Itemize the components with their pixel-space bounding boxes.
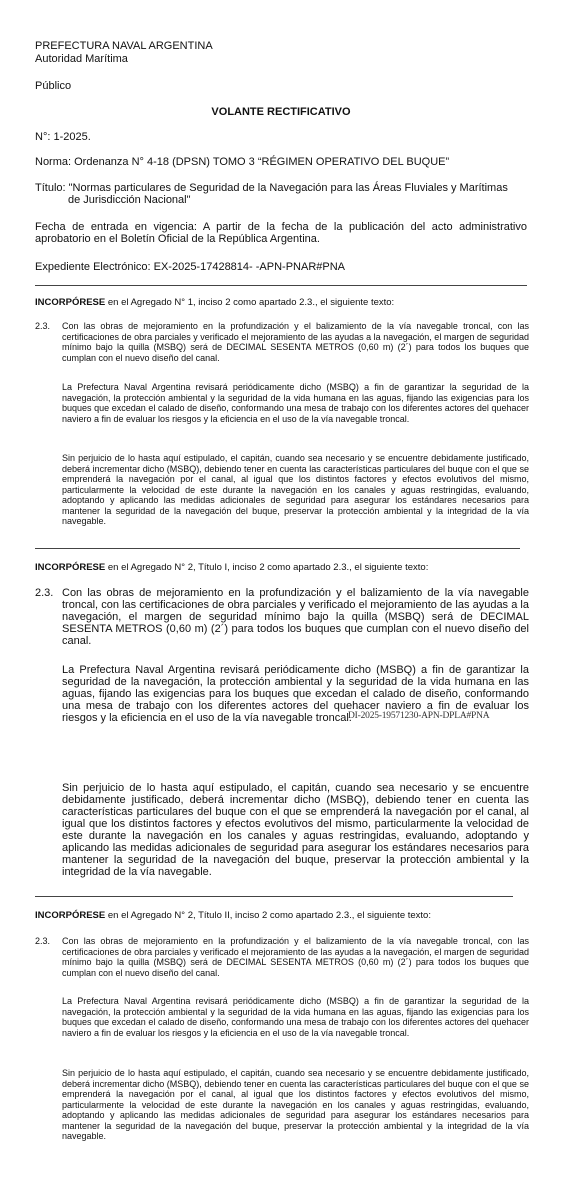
paragraph: Sin perjuicio de lo hasta aquí estipulado, el capitán, cuando sea necesario y se encuentre debidamente justificado, deberá incrementar dicho (MSBQ), debiendo tener en cuenta las características particulares del buque con el que se emprenderá la navegación por el canal, al igual que los distintos factores y efectos evolutivos del mismo, particularmente la velocidad de este durante la navegación en los canales y aguas restringidas, evaluando, adoptando y aplicando las medidas adicionales de seguridad para asegurar los estándares necesarios para mantener la seguridad de la navegación del buque, preservar la protección ambiental y la integridad de la vía navegable.: [62, 1068, 529, 1141]
section-intro-text: en el Agregado N° 2, Título II, inciso 2 como apartado 2.3., el siguiente texto:: [105, 910, 431, 921]
paragraph: Con las obras de mejoramiento en la profundización y el balizamiento de la vía navegable troncal, con las certificaciones de obra parciales y verificado el mejoramiento de las ayudas a la navegación, el margen de seguridad mínimo bajo la quilla (MSBQ) será de DECIMAL SESENTA METROS (0,60 m) (2´) para todos los buques que cumplan con el nuevo diseño del canal.: [62, 321, 529, 363]
divider: [35, 285, 527, 286]
section-intro-text: en el Agregado N° 2, Título I, inciso 2 como apartado 2.3., el siguiente texto:: [105, 562, 429, 573]
norma-line: Norma: Ordenanza N° 4-18 (DPSN) TOMO 3 “RÉGIMEN OPERATIVO DEL BUQUE”: [35, 156, 450, 168]
item-number: 2.3.: [35, 587, 54, 599]
section-1-intro: [35, 297, 527, 308]
titulo-line-2: de Jurisdicción Nacional": [68, 194, 191, 206]
paragraph: La Prefectura Naval Argentina revisará periódicamente dicho (MSBQ) a fin de garantizar la seguridad de la navegación, la protección ambiental y la seguridad de la vida humana en las aguas, fijando las exigencias para los buques que excedan el calado de diseño, conformando una mesa de trabajo con los diferentes actores del quehacer naviero a fin de evaluar los riesgos y la eficiencia en el uso de la vía navegable troncal.: [62, 996, 529, 1038]
divider: [35, 896, 513, 897]
section-intro-text: en el Agregado N° 1, inciso 2 como apartado 2.3., el siguiente texto:: [105, 297, 395, 308]
incorporese-keyword: INCORPÓRESE: [35, 910, 106, 921]
classification-label: Público: [35, 80, 72, 92]
paragraph: La Prefectura Naval Argentina revisará periódicamente dicho (MSBQ) a fin de garantizar la seguridad de la navegación, la protección ambiental y la seguridad de la vida humana en las aguas, fijando las exigencias para los buques que excedan el calado de diseño, conformando una mesa de trabajo con los diferentes actores del quehacer naviero a fin de evaluar los riesgos y la eficiencia en el uso de la vía navegable troncal.: [62, 382, 529, 424]
paragraph: Sin perjuicio de lo hasta aquí estipulado, el capitán, cuando sea necesario y se encuentre debidamente justificado, deberá incrementar dicho (MSBQ), debiendo tener en cuenta las características particulares del buque con el que se emprenderá la navegación por el canal, al igual que los distintos factores y efectos evolutivos del mismo, particularmente la velocidad de este durante la navegación en los canales y aguas restringidas, evaluando, adoptando y aplicando las medidas adicionales de seguridad para asegurar los estándares necesarios para mantener la seguridad de la navegación del buque, preservar la protección ambiental y la integridad de la vía navegable.: [62, 453, 529, 526]
organization-name: PREFECTURA NAVAL ARGENTINA: [35, 40, 213, 52]
section-3-intro: [35, 910, 527, 921]
vigencia-text: Fecha de entrada en vigencia: A partir de la fecha de la publicación del acto administrativo aprobatorio en el Boletín Oficial de la República Argentina.: [35, 221, 527, 245]
authority-name: Autoridad Marítima: [35, 53, 128, 65]
paragraph: Con las obras de mejoramiento en la profundización y el balizamiento de la vía navegable troncal, con las certificaciones de obra parciales y verificado el mejoramiento de las ayudas a la navegación, el margen de seguridad mínimo bajo la quilla (MSBQ) será de DECIMAL SESENTA METROS (0,60 m) (2´) para todos los buques que cumplan con el nuevo diseño del canal.: [62, 587, 529, 647]
paragraph: Sin perjuicio de lo hasta aquí estipulado, el capitán, cuando sea necesario y se encuentre debidamente justificado, deberá incrementar dicho (MSBQ), debiendo tener en cuenta las características particulares del buque con el que se emprenderá la navegación por el canal, al igual que los distintos factores y efectos evolutivos del mismo, particularmente la velocidad de este durante la navegación en los canales y aguas restringidas, evaluando, adoptando y aplicando las medidas adicionales de seguridad para asegurar los estándares necesarios para mantener la seguridad de la navegación del buque, preservar la protección ambiental y la integridad de la vía navegable.: [62, 782, 529, 878]
divider: [35, 548, 520, 549]
titulo-line-1: Título: "Normas particulares de Seguridad de la Navegación para las Áreas Fluviales y Marítimas: [35, 182, 508, 194]
paragraph: La Prefectura Naval Argentina revisará periódicamente dicho (MSBQ) a fin de garantizar la seguridad de la navegación, la protección ambiental y la seguridad de la vida humana en las aguas, fijando las exigencias para los buques que excedan el calado de diseño, conformando una mesa de trabajo con los diferentes actores del quehacer naviero a fin de evaluar los riesgos y la eficiencia en el uso de la vía navegable troncal.: [62, 664, 529, 724]
incorporese-keyword: INCORPÓRESE: [35, 562, 106, 573]
paragraph: Con las obras de mejoramiento en la profundización y el balizamiento de la vía navegable troncal, con las certificaciones de obra parciales y verificado el mejoramiento de las ayudas a la navegación, el margen de seguridad mínimo bajo la quilla (MSBQ) será de DECIMAL SESENTA METROS (0,60 m) (2´) para todos los buques que cumplan con el nuevo diseño del canal.: [62, 936, 529, 978]
expediente-line: Expediente Electrónico: EX-2025-17428814- -APN-PNAR#PNA: [35, 261, 345, 273]
document-stamp: DI-2025-19571230-APN-DPLA#PNA: [348, 711, 490, 721]
document-title: VOLANTE RECTIFICATIVO: [211, 106, 351, 118]
document-number: N°: 1-2025.: [35, 131, 91, 143]
item-number: 2.3.: [35, 321, 51, 331]
item-number: 2.3.: [35, 936, 51, 946]
section-2-intro: [35, 562, 527, 573]
incorporese-keyword: INCORPÓRESE: [35, 297, 106, 308]
